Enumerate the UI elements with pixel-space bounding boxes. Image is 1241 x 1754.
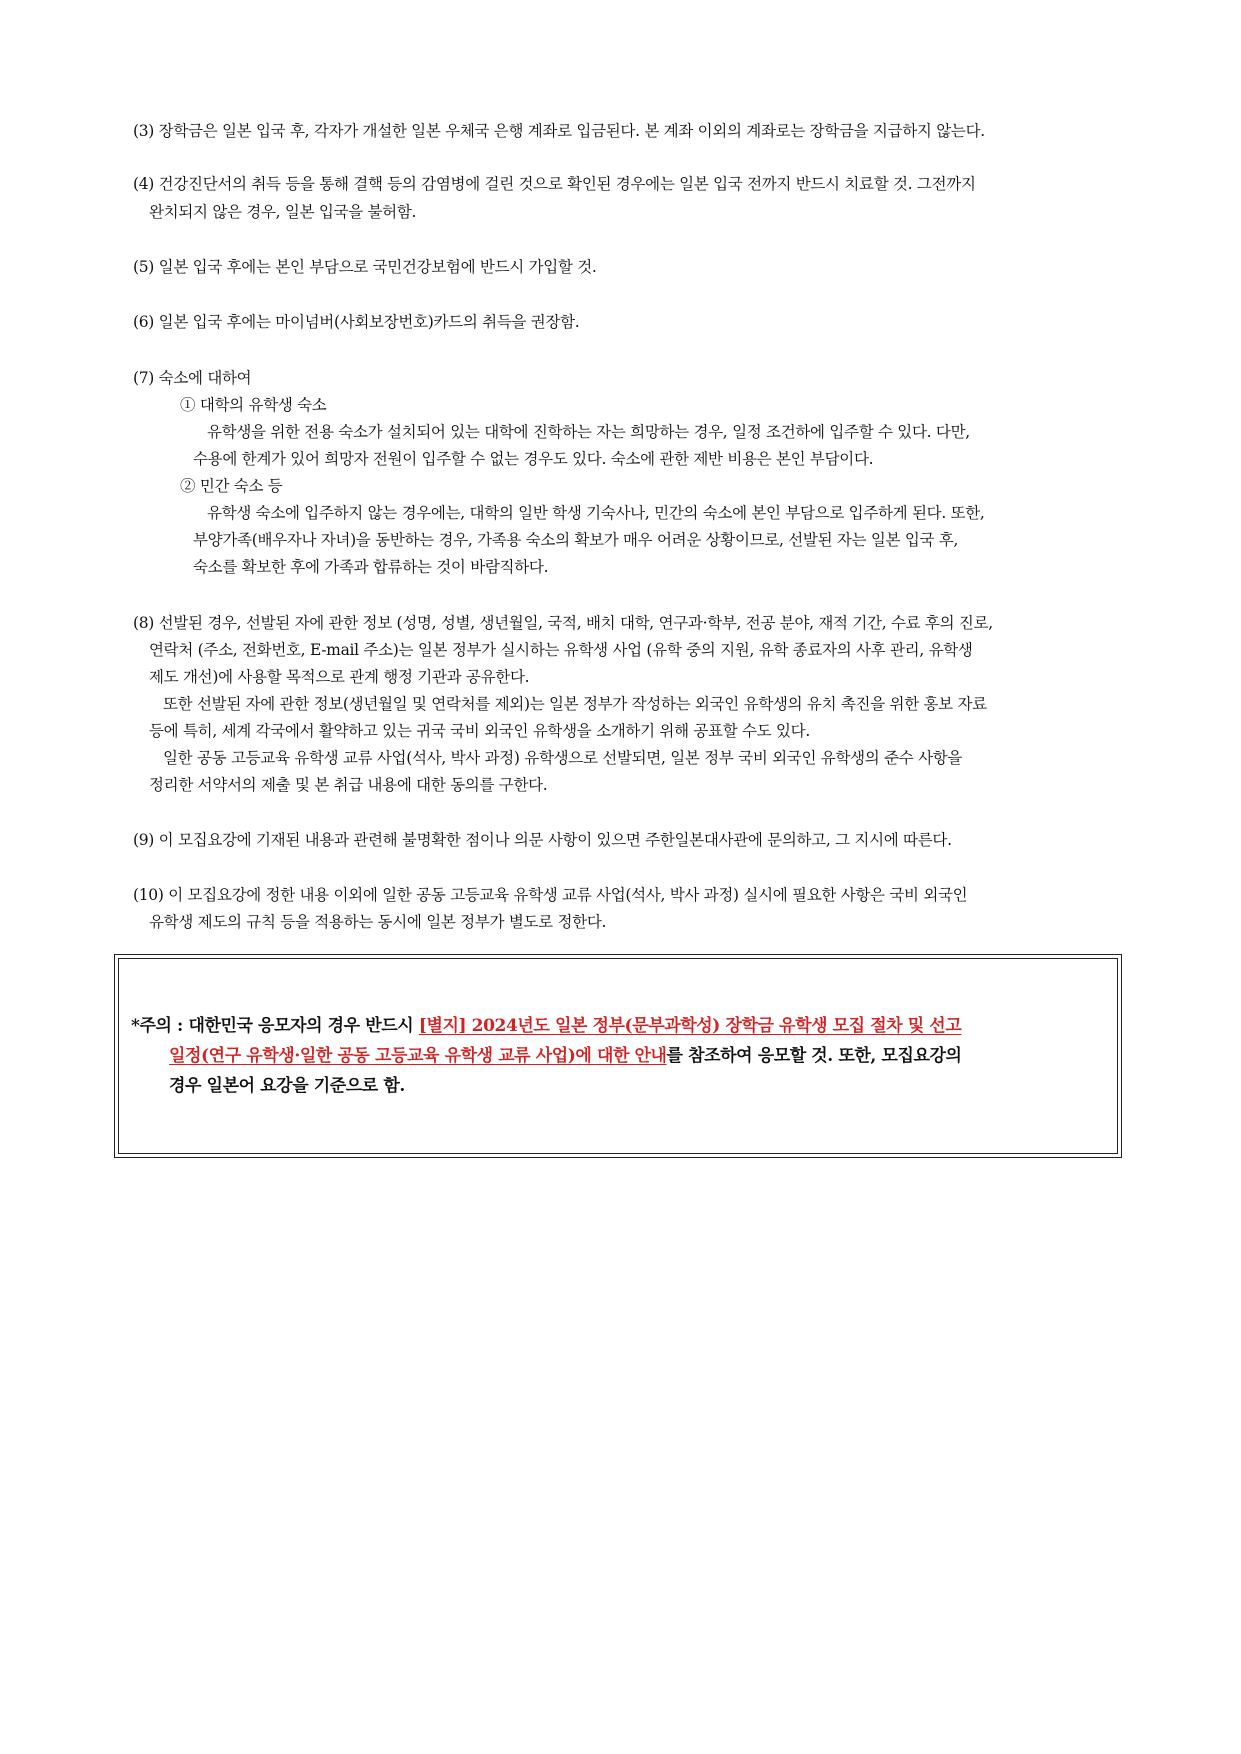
item-8-line-4: 또한 선발된 자에 관한 정보(생년월일 및 연락처를 제외)는 일본 정부가 작성하는 외국인 유학생의 유치 촉진을 위한 홍보 자료 <box>163 695 987 713</box>
item-3-line-1: (3) 장학금은 일본 입국 후, 각자가 개설한 일본 우체국 은행 계좌로 입금된다. 본 계좌 이외의 계좌로는 장학금을 지급하지 않는다. <box>133 122 985 140</box>
item-5-line-1: (5) 일본 입국 후에는 본인 부담으로 국민건강보험에 반드시 가입할 것. <box>133 258 597 276</box>
notice-line-1 <box>131 1013 961 1039</box>
item-9-line-1: (9) 이 모집요강에 기재된 내용과 관련해 불명확한 점이나 의문 사항이 있으면 주한일본대사관에 문의하고, 그 지시에 따른다. <box>133 831 952 849</box>
item-6-line-1: (6) 일본 입국 후에는 마이넘버(사회보장번호)카드의 취득을 권장함. <box>133 313 580 331</box>
item-7-sub-1-line-1: 유학생을 위한 전용 숙소가 설치되어 있는 대학에 진학하는 자는 희망하는 경우, 일정 조건하에 입주할 수 있다. 다만, <box>207 423 970 441</box>
notice-line-3: 경우 일본어 요강을 기준으로 함. <box>169 1076 405 1096</box>
item-8-line-6: 일한 공동 고등교육 유학생 교류 사업(석사, 박사 과정) 유학생으로 선발되면, 일본 정부 국비 외국인 유학생의 준수 사항을 <box>163 749 963 767</box>
notice-suffix: 를 참조하여 응모할 것. 또한, 모집요강의 <box>666 1046 962 1066</box>
item-7-sub-1-heading: ① 대학의 유학생 숙소 <box>180 396 327 414</box>
item-10-line-2: 유학생 제도의 규칙 등을 적용하는 동시에 일본 정부가 별도로 정한다. <box>149 913 607 931</box>
guide-link-line-1[interactable]: [별지] 2024년도 일본 정부(문부과학성) 장학금 유학생 모집 절차 및 선고 <box>418 1016 962 1036</box>
item-7-heading: (7) 숙소에 대하여 <box>133 369 252 387</box>
item-7-sub-1-line-2: 수용에 한계가 있어 희망자 전원이 입주할 수 없는 경우도 있다. 숙소에 관한 제반 비용은 본인 부담이다. <box>193 450 874 468</box>
item-8-line-2: 연락처 (주소, 전화번호, E-mail 주소)는 일본 정부가 실시하는 유학생 사업 (유학 중의 지원, 유학 종료자의 사후 관리, 유학생 <box>149 641 973 659</box>
item-7-sub-2-line-2: 부양가족(배우자나 자녀)을 동반하는 경우, 가족용 숙소의 확보가 매우 어려운 상황이므로, 선발된 자는 일본 입국 후, <box>193 531 959 549</box>
item-10-line-1: (10) 이 모집요강에 정한 내용 이외에 일한 공동 고등교육 유학생 교류 사업(석사, 박사 과정) 실시에 필요한 사항은 국비 외국인 <box>133 886 968 904</box>
item-8-line-5: 등에 특히, 세계 각국에서 활약하고 있는 귀국 국비 외국인 유학생을 소개하기 위해 공표할 수도 있다. <box>149 722 810 740</box>
item-4-line-2: 완치되지 않은 경우, 일본 입국을 불허함. <box>149 203 417 221</box>
item-7-sub-2-line-1: 유학생 숙소에 입주하지 않는 경우에는, 대학의 일반 학생 기숙사나, 민간의 숙소에 본인 부담으로 입주하게 된다. 또한, <box>207 504 985 522</box>
notice-box <box>118 958 1118 1154</box>
item-4-line-1: (4) 건강진단서의 취득 등을 통해 결핵 등의 감염병에 걸린 것으로 확인된 경우에는 일본 입국 전까지 반드시 치료할 것. 그전까지 <box>133 175 976 193</box>
guide-link-line-2[interactable]: 일정(연구 유학생·일한 공동 고등교육 유학생 교류 사업)에 대한 안내 <box>169 1046 667 1066</box>
notice-line-2 <box>169 1043 962 1069</box>
item-7-sub-2-heading: ② 민간 숙소 등 <box>180 477 283 495</box>
item-8-line-1: (8) 선발된 경우, 선발된 자에 관한 정보 (성명, 성별, 생년월일, 국적, 배치 대학, 연구과·학부, 전공 분야, 재적 기간, 수료 후의 진로, <box>133 614 993 632</box>
notice-prefix: *주의 : 대한민국 응모자의 경우 반드시 <box>131 1016 419 1036</box>
item-8-line-3: 제도 개선)에 사용할 목적으로 관계 행정 기관과 공유한다. <box>149 668 530 686</box>
item-8-line-7: 정리한 서약서의 제출 및 본 취급 내용에 대한 동의를 구한다. <box>149 776 548 794</box>
item-7-sub-2-line-3: 숙소를 확보한 후에 가족과 합류하는 것이 바람직하다. <box>193 558 549 576</box>
